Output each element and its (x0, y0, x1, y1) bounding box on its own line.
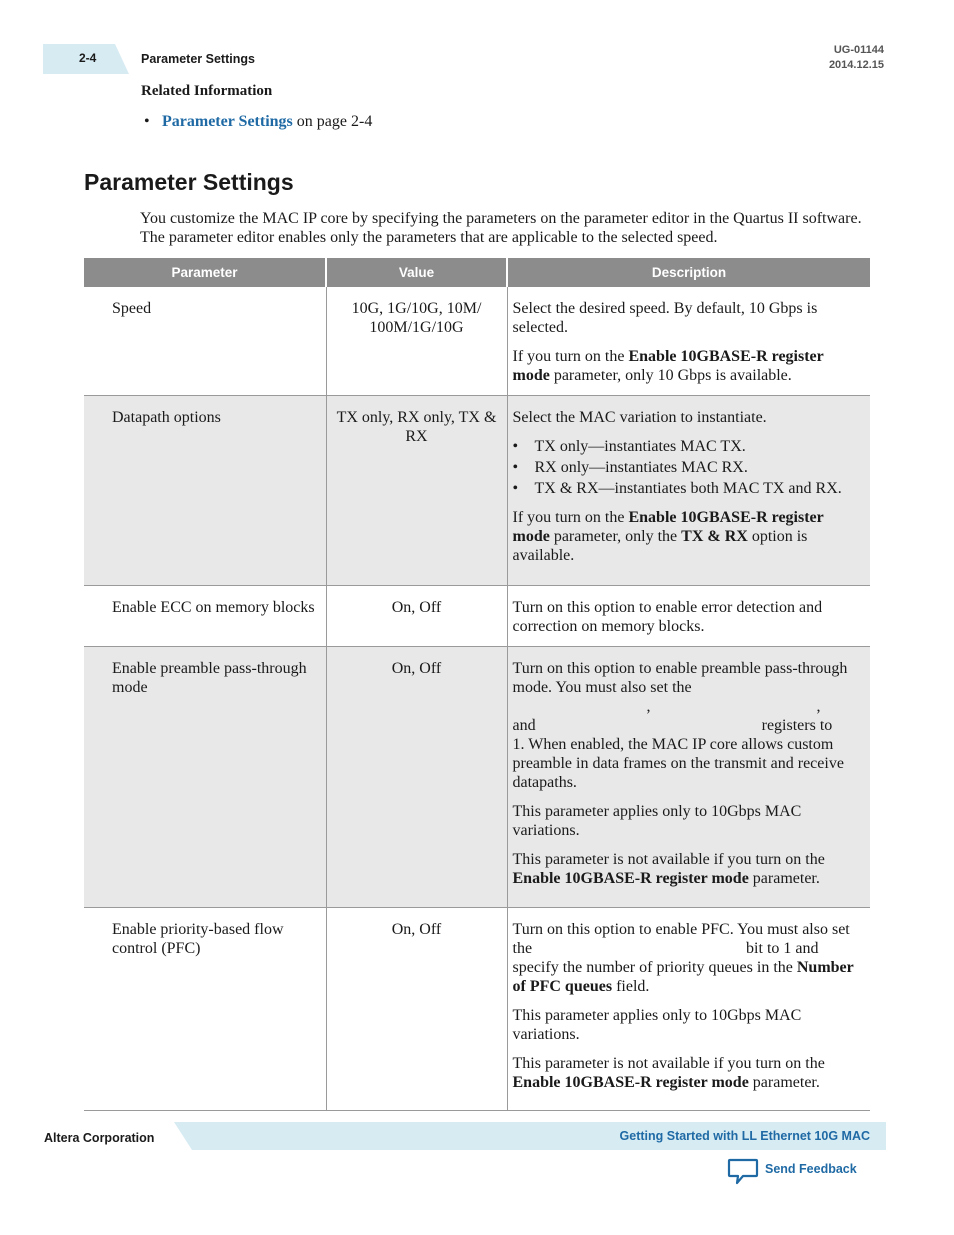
intro-paragraph: You customize the MAC IP core by specifying the parameters on the parameter editor in the Quartus II software. The parameter editor enables only the parameters that are applicable to the selected speed. (140, 210, 862, 246)
description-text: Turn on this option to enable PFC. You must also set the bit to 1 and specify the number of priority queues in the Number of PFC queues field. (512, 921, 854, 995)
param-value: On, Off (326, 586, 507, 647)
description-text: Select the MAC variation to instantiate. (512, 409, 767, 426)
running-header-title: Parameter Settings (141, 52, 255, 66)
param-value: TX only, RX only, TX & RX (326, 396, 507, 586)
option-list (513, 437, 861, 498)
related-info-item (144, 113, 372, 131)
footer-doc-title-link[interactable]: Getting Started with LL Ethernet 10G MAC (619, 1129, 870, 1143)
description-text: Select the desired speed. By default, 10 Gbps is selected. (512, 300, 818, 336)
description-text: Turn on this option to enable error detection and correction on memory blocks. (512, 599, 823, 635)
doc-id: UG-01144 (833, 44, 884, 56)
param-description (507, 396, 870, 586)
param-description (507, 586, 870, 647)
section-title: Parameter Settings (84, 169, 294, 195)
related-info-heading: Related Information (141, 83, 273, 99)
table-row (84, 586, 870, 647)
feedback-icon[interactable] (727, 1158, 759, 1186)
list-item: • RX only—instantiates MAC RX. (513, 458, 861, 477)
bullet: • (144, 113, 150, 130)
footer-company: Altera Corporation (44, 1131, 155, 1145)
description-text: This parameter applies only to 10Gbps MAC variations. (512, 803, 802, 839)
table-header-row (84, 258, 870, 287)
description-text: This parameter applies only to 10Gbps MAC variations. (512, 1007, 802, 1043)
column-header-description: Description (507, 258, 870, 287)
param-name: Datapath options (84, 396, 326, 586)
column-header-value: Value (326, 258, 507, 287)
param-value: On, Off (326, 908, 507, 1111)
param-value: 10G, 1G/10G, 10M/ 100M/1G/10G (326, 287, 507, 396)
table-row (84, 396, 870, 586)
description-text: If you turn on the Enable 10GBASE-R register mode parameter, only the TX & RX option is available. (512, 509, 824, 564)
related-link-suffix: on page 2-4 (296, 113, 373, 130)
param-name: Enable ECC on memory blocks (84, 586, 326, 647)
doc-date: 2014.12.15 (828, 59, 884, 71)
parameter-table (84, 258, 870, 1111)
related-link[interactable]: Parameter Settings (162, 113, 293, 130)
description-text: This parameter is not available if you turn on the Enable 10GBASE-R register mode parameter. (512, 851, 825, 887)
description-text: If you turn on the Enable 10GBASE-R register mode parameter, only 10 Gbps is available. (512, 348, 824, 384)
param-description (507, 908, 870, 1111)
param-description (507, 647, 870, 908)
description-text: Turn on this option to enable preamble pass-through mode. You must also set the , , and registers to 1. When enabled, the MAC IP core allows custom preamble in data frames on the transmit and receive datapaths. (512, 660, 848, 791)
param-name: Enable preamble pass-through mode (84, 647, 326, 908)
table-row (84, 908, 870, 1111)
table-row (84, 647, 870, 908)
list-item: • TX only—instantiates MAC TX. (513, 437, 861, 456)
param-name: Enable priority-based flow control (PFC) (84, 908, 326, 1111)
param-value: On, Off (326, 647, 507, 908)
column-header-parameter: Parameter (84, 258, 326, 287)
list-item: • TX & RX—instantiates both MAC TX and RX. (513, 479, 861, 498)
table-row (84, 287, 870, 396)
page-number: 2-4 (79, 51, 97, 65)
doc-meta (829, 43, 884, 73)
send-feedback-link[interactable]: Send Feedback (765, 1162, 857, 1176)
param-name: Speed (84, 287, 326, 396)
description-text: This parameter is not available if you turn on the Enable 10GBASE-R register mode parameter. (512, 1055, 825, 1091)
param-description (507, 287, 870, 396)
